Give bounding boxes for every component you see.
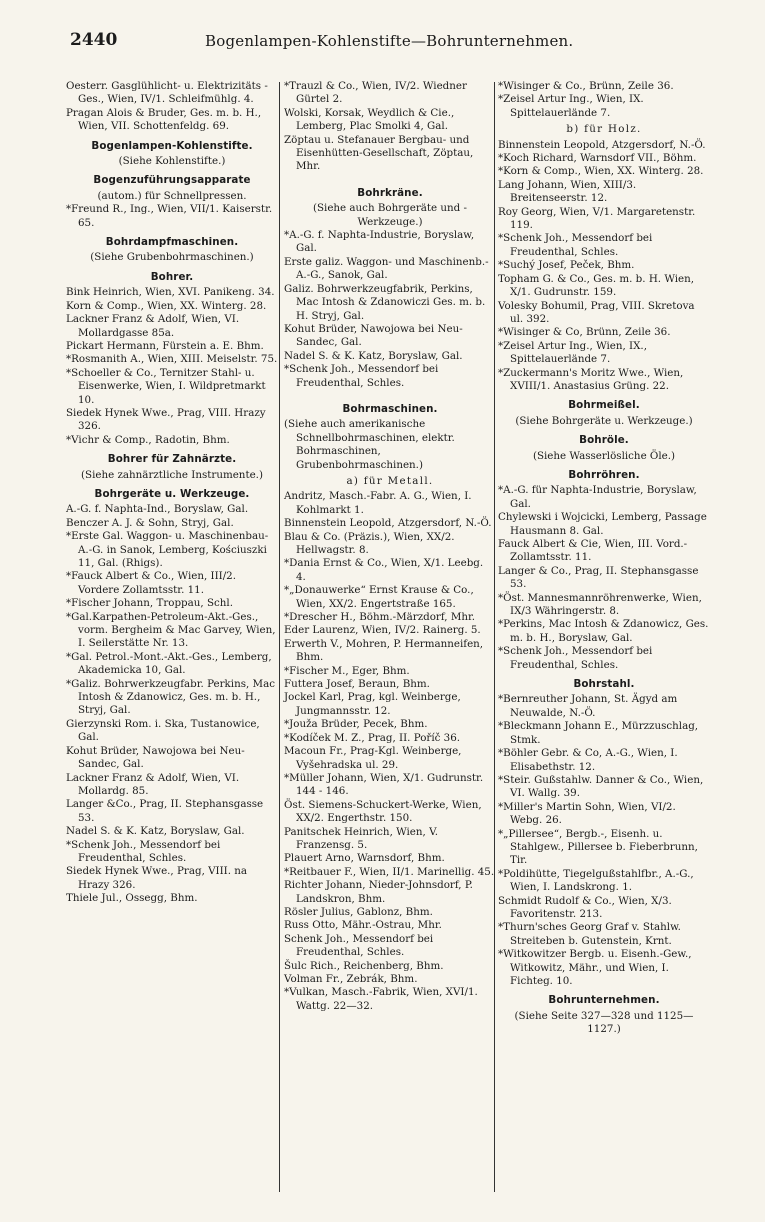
spacer: [284, 390, 496, 397]
directory-entry: Schmidt Rudolf & Co., Wien, X/3. Favoritenstr. 213.: [498, 894, 672, 920]
column-divider: [279, 82, 280, 1192]
directory-entry: *Koch Richard, Warnsdorf VII., Böhm.: [498, 152, 697, 165]
spacer: [284, 174, 496, 181]
directory-entry: *A.-G. f. Naphta-Industrie, Boryslaw, Gal.: [284, 229, 475, 255]
section-heading: Bohrstahl.: [573, 678, 635, 691]
section-heading: Bohrmaschinen.: [342, 402, 438, 415]
directory-entry: Zöptau u. Stefanauer Bergbau- und Eisenhütten-Gesellschaft, Zöptau, Mhr.: [284, 133, 474, 173]
directory-entry: Jockel Karl, Prag, kgl. Weinberge, Jungmannsstr. 12.: [284, 691, 461, 717]
cross-reference: (Siehe Wasserlösliche Öle.): [532, 449, 676, 462]
directory-entry: Roy Georg, Wien, V/1. Margaretenstr. 119.: [498, 205, 696, 232]
directory-entry: A.-G. f. Naphta-Ind., Boryslaw, Gal.: [66, 503, 249, 516]
directory-entry: Macoun Fr., Prag-Kgl. Weinberge, Vyšehradska ul. 29.: [284, 745, 462, 771]
cross-reference: (Siehe auch Bohrgeräte und -Werkzeuge.): [312, 202, 468, 228]
directory-entry: Eder Laurenz, Wien, IV/2. Rainerg. 5.: [284, 624, 481, 637]
column-right: [498, 80, 710, 1037]
section-heading: Bogenlampen-Kohlenstifte.: [91, 139, 253, 152]
column-middle: [284, 80, 496, 1013]
cross-reference: (Siehe Bohrgeräte u. Werkzeuge.): [515, 414, 693, 427]
directory-entry: *Kodíček M. Z., Prag, II. Poříč 36.: [284, 731, 461, 744]
directory-entry: *Bleckmann Johann E., Mürzzuschlag, Stmk.: [498, 720, 699, 746]
directory-entry: Nadel S. & K. Katz, Boryslaw, Gal.: [284, 349, 463, 362]
directory-entry: *Schenk Joh., Messendorf bei Freudenthal, Schles.: [498, 645, 653, 671]
section-heading: Bohrdampfmaschinen.: [105, 236, 239, 249]
directory-entry: Wolski, Korsak, Weydlich & Cie., Lemberg, Plac Smolki 4, Gal.: [284, 106, 455, 133]
directory-entry: Rösler Julius, Gablonz, Bhm.: [284, 905, 433, 918]
directory-entry: Lackner Franz & Adolf, Wien, VI. Mollardgasse 85a.: [66, 313, 240, 339]
directory-entry: *Rosmanith A., Wien, XIII. Meiselstr. 75.: [66, 353, 278, 366]
directory-entry: *Miller's Martin Sohn, Wien, VI/2. Webg. 26.: [498, 800, 676, 827]
directory-entry: *„Donauwerke“ Ernst Krause & Co., Wien, XX/2. Engertstraße 165.: [284, 584, 474, 610]
directory-entry: *Gal.Karpathen-Petroleum-Akt.-Ges., vorm. Bergheim & Mac Garvey, Wien, I. Seilerstätte Nr. 13.: [66, 610, 276, 650]
cross-reference: (Siehe Kohlenstifte.): [118, 155, 226, 168]
cross-reference: (Siehe Grubenbohrmaschinen.): [90, 251, 254, 264]
directory-entry: Thiele Jul., Ossegg, Bhm.: [66, 892, 198, 905]
directory-entry: *Perkins, Mac Intosh & Zdanowicz, Ges. m. b. H., Boryslaw, Gal.: [498, 618, 709, 644]
directory-entry: *Böhler Gebr. & Co, A.-G., Wien, I. Elisabethstr. 12.: [498, 747, 678, 773]
section-heading: Bohrgeräte u. Werkzeuge.: [94, 487, 250, 500]
directory-entry: *Korn & Comp., Wien, XX. Winterg. 28.: [498, 165, 704, 178]
directory-entry: *Galiz. Bohrwerkzeugfabr. Perkins, Mac Intosh & Zdanowicz, Ges. m. b. H., Stryj, Gal.: [66, 677, 276, 717]
section-heading: Bohrmeißel.: [568, 399, 640, 412]
section-heading: Bohrkräne.: [357, 186, 423, 199]
directory-entry: Lang Johann, Wien, XIII/3. Breitenseerstr. 12.: [498, 178, 637, 205]
section-heading: Bohröle.: [579, 434, 629, 447]
directory-entry: Blau & Co. (Präzis.), Wien, XX/2. Hellwagstr. 8.: [284, 530, 455, 556]
directory-entry: Langer &Co., Prag, II. Stephansgasse 53.: [66, 798, 264, 824]
directory-entry: *Fauck Albert & Co., Wien, III/2. Vordere Zollamtsstr. 11.: [66, 570, 237, 596]
directory-entry: Binnenstein Leopold, Atzgersdorf, N.-Ö.: [284, 517, 492, 530]
directory-entry: Langer & Co., Prag, II. Stephansgasse 53.: [498, 564, 699, 591]
sub-heading: a) für Metall.: [346, 474, 434, 487]
directory-entry: *Zuckermann's Moritz Wwe., Wien, XVIII/1. Anastasius Grüng. 22.: [498, 366, 684, 392]
directory-entry: *Bernreuther Johann, St. Ägyd am Neuwalde, N.-Ö.: [498, 693, 678, 719]
directory-entry: *Freund R., Ing., Wien, VII/1. Kaiserstr. 65.: [66, 203, 273, 229]
directory-entry: *Reitbauer F., Wien, II/1. Marinellig. 45.: [284, 865, 495, 878]
directory-entry: *Schoeller & Co., Ternitzer Stahl- u. Eisenwerke, Wien, I. Wildpretmarkt 10.: [66, 366, 266, 406]
cross-reference: (autom.) für Schnellpressen.: [97, 189, 247, 202]
directory-entry: Plauert Arno, Warnsdorf, Bhm.: [284, 852, 445, 865]
cross-reference: (Siehe Seite 327—328 und 1125—1127.): [514, 1009, 694, 1036]
page-header: [70, 30, 710, 56]
section-heading: Bohrröhren.: [568, 468, 640, 481]
directory-entry: *Gal. Petrol.-Mont.-Akt.-Ges., Lemberg, Akademicka 10, Gal.: [66, 650, 272, 677]
directory-entry: Andritz, Masch.-Fabr. A. G., Wien, I. Kohlmarkt 1.: [284, 490, 472, 516]
section-heading: Bogenzuführungsapparate: [93, 174, 251, 187]
directory-entry: Bink Heinrich, Wien, XVI. Panikeng. 34.: [66, 286, 275, 299]
directory-entry: Siedek Hynek Wwe., Prag, VIII. Hrazy 326.: [66, 406, 266, 433]
directory-entry: Topham G. & Co., Ges. m. b. H. Wien, X/1. Gudrunstr. 159.: [498, 272, 695, 299]
directory-entry: *Drescher H., Böhm.-Märzdorf, Mhr.: [284, 611, 476, 624]
directory-entry: Richter Johann, Nieder-Johnsdorf, P. Landskron, Bhm.: [284, 879, 473, 905]
directory-entry: *Fischer M., Eger, Bhm.: [284, 664, 410, 677]
directory-entry: *Öst. Mannesmannröhrenwerke, Wien, IX/3 Währingerstr. 8.: [498, 591, 702, 618]
directory-entry: Gierzynski Rom. i. Ska, Tustanowice, Gal.: [66, 717, 260, 744]
directory-entry: Fauck Albert & Cie, Wien, III. Vord.-Zollamtsstr. 11.: [498, 538, 688, 564]
directory-entry: Futtera Josef, Beraun, Bhm.: [284, 678, 430, 691]
cross-reference: (Siehe zahnärztliche Instrumente.): [81, 468, 263, 481]
sub-heading: b) für Holz.: [566, 123, 642, 136]
directory-entry: (Siehe auch amerikanische Schnellbohrmaschinen, elektr. Bohrmaschinen, Grubenbohrmaschinen.): [284, 418, 455, 471]
directory-entry: *Jouža Brüder, Pecek, Bhm.: [284, 718, 428, 731]
directory-entry: Erwerth V., Mohren, P. Hermanneifen, Bhm.: [284, 637, 484, 664]
directory-entry: *Wisinger & Co, Brünn, Zeile 36.: [498, 326, 671, 339]
directory-entry: *Witkowitzer Bergb. u. Eisenh.-Gew., Witkowitz, Mähr., und Wien, I. Fichteg. 10.: [498, 948, 692, 987]
directory-entry: Panitschek Heinrich, Wien, V. Franzensg. 5.: [284, 825, 438, 851]
directory-entry: *Schenk Joh., Messendorf bei Freudenthal, Schles.: [284, 363, 439, 389]
column-left: [66, 80, 278, 906]
directory-entry: *Fischer Johann, Troppau, Schl.: [66, 597, 233, 610]
directory-entry: Pragan Alois & Bruder, Ges. m. b. H., Wien, VII. Schottenfeldg. 69.: [66, 106, 262, 133]
directory-entry: Chylewski i Wojcicki, Lemberg, Passage Hausmann 8. Gal.: [498, 511, 707, 537]
directory-entry: Oesterr. Gasglühlicht- u. Elektrizitäts - Ges., Wien, IV/1. Schleifmühlg. 4.: [66, 80, 268, 106]
directory-entry: *Erste Gal. Waggon- u. Maschinenbau-A.-G. in Sanok, Lemberg, Kościuszki 11, Gal. (Rhigs).: [66, 530, 269, 569]
directory-entry: Korn & Comp., Wien, XX. Winterg. 28.: [66, 299, 267, 312]
directory-entry: *Wisinger & Co., Brünn, Zeile 36.: [498, 80, 674, 92]
directory-entry: *Zeisel Artur Ing., Wien, IX., Spittelauerlände 7.: [498, 339, 647, 366]
directory-entry: Lackner Franz & Adolf, Wien, VI. Mollardg. 85.: [66, 771, 240, 797]
directory-entry: Volman Fr., Zebrák, Bhm.: [284, 973, 418, 985]
directory-entry: *Schenk Joh., Messendorf bei Freudenthal, Schles.: [66, 838, 221, 864]
directory-entry: Galiz. Bohrwerkzeugfabrik, Perkins, Mac Intosh & Zdanowiczi Ges. m. b. H. Stryj, Gal.: [284, 282, 486, 322]
directory-entry: Russ Otto, Mähr.-Ostrau, Mhr.: [284, 919, 442, 932]
directory-entry: Kohut Brüder, Nawojowa bei Neu-Sandec, Gal.: [66, 744, 245, 771]
section-heading: Bohrer.: [150, 270, 194, 283]
directory-entry: *Thurn'sches Georg Graf v. Stahlw. Streiteben b. Gutenstein, Krnt.: [498, 921, 681, 947]
directory-entry: *„Pillersee“, Bergb.-, Eisenh. u. Stahlgew., Pillersee b. Fieberbrunn, Tir.: [498, 827, 698, 867]
directory-entry: *Schenk Joh., Messendorf bei Freudenthal, Schles.: [498, 232, 653, 258]
section-heading: Bohrer für Zahnärzte.: [107, 453, 237, 466]
directory-entry: *Steir. Gußstahlw. Danner & Co., Wien, VI. Wallg. 39.: [498, 773, 704, 800]
directory-entry: Benczer A. J. & Sohn, Stryj, Gal.: [66, 516, 234, 529]
directory-entry: Volesky Bohumil, Prag, VIII. Skretova ul. 392.: [498, 299, 695, 325]
directory-entry: Pickart Hermann, Fürstein a. E. Bhm.: [66, 339, 264, 352]
directory-entry: *Zeisel Artur Ing., Wien, IX. Spittelauerlände 7.: [498, 93, 644, 119]
directory-entry: *Dania Ernst & Co., Wien, X/1. Leebg. 4.: [284, 557, 484, 583]
page-title: Bogenlampen-Kohlenstifte—Bohrunternehmen.: [205, 32, 574, 50]
directory-entry: *Müller Johann, Wien, X/1. Gudrunstr. 144 - 146.: [284, 771, 484, 798]
directory-entry: *Vichr & Comp., Radotin, Bhm.: [66, 433, 230, 446]
directory-entry: Siedek Hynek Wwe., Prag, VIII. na Hrazy 326.: [66, 865, 248, 891]
page-number: 2440: [70, 30, 118, 50]
directory-entry: Kohut Brüder, Nawojowa bei Neu-Sandec, Gal.: [284, 322, 463, 349]
section-heading: Bohrunternehmen.: [548, 994, 660, 1007]
directory-entry: Schenk Joh., Messendorf bei Freudenthal, Schles.: [284, 932, 434, 959]
directory-entry: Šulc Rich., Reichenberg, Bhm.: [284, 959, 444, 972]
directory-entry: *Trauzl & Co., Wien, IV/2. Wiedner Gürtel 2.: [284, 80, 467, 106]
directory-entry: *A.-G. für Naphta-Industrie, Boryslaw, Gal.: [498, 484, 697, 510]
directory-entry: Binnenstein Leopold, Atzgersdorf, N.-Ö.: [498, 138, 706, 151]
directory-entry: Öst. Siemens-Schuckert-Werke, Wien, XX/2. Engerthstr. 150.: [284, 798, 482, 825]
directory-entry: *Poldihütte, Tiegelgußstahlfbr., A.-G., Wien, I. Landskrong. 1.: [498, 867, 694, 894]
directory-entry: Nadel S. & K. Katz, Boryslaw, Gal.: [66, 825, 245, 838]
directory-entry: *Vulkan, Masch.-Fabrik, Wien, XVI/1. Wattg. 22—32.: [284, 986, 478, 1012]
directory-entry: Erste galiz. Waggon- und Maschinenb.-A.-G., Sanok, Gal.: [284, 255, 489, 282]
directory-entry: *Suchý Josef, Peček, Bhm.: [498, 259, 635, 272]
